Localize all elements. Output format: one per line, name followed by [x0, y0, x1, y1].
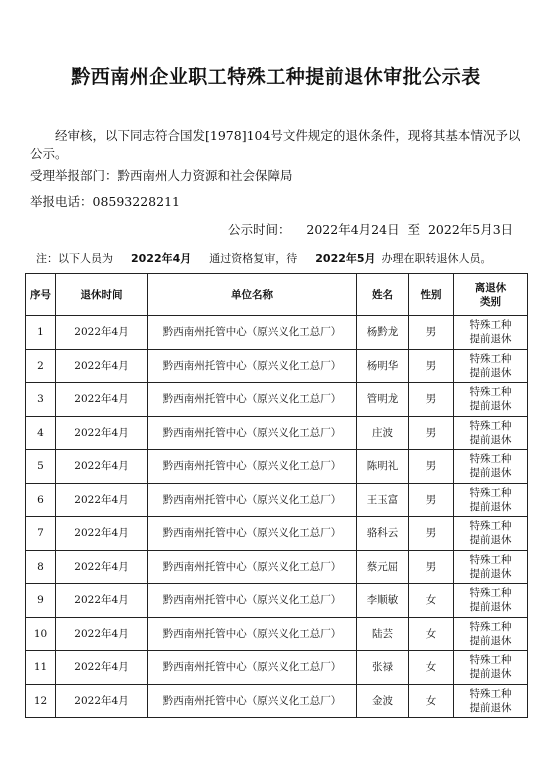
cell-unit: 黔西南州托管中心（原兴义化工总厂）: [148, 684, 357, 718]
note-suffix: 办理在职转退休人员。: [381, 252, 492, 265]
category-line2: 提前退休: [469, 634, 512, 647]
cell-name: 张禄: [357, 651, 409, 685]
category-line2: 提前退休: [469, 668, 512, 681]
cell-no: 2: [26, 349, 56, 383]
cell-gender: 男: [409, 416, 454, 450]
cell-retire-time: 2022年4月: [56, 517, 148, 551]
table-header-row: [26, 274, 528, 316]
cell-unit: 黔西南州托管中心（原兴义化工总厂）: [148, 517, 357, 551]
header-category-line2: 类别: [480, 295, 501, 308]
cell-gender: 男: [409, 450, 454, 484]
category-line2: 提前退休: [469, 701, 512, 714]
cell-retire-time: 2022年4月: [56, 684, 148, 718]
category-line2: 提前退休: [469, 534, 512, 547]
note-prefix: 注：以下人员为: [36, 252, 113, 265]
category-line1: 特殊工种: [469, 319, 512, 332]
category-line2: 提前退休: [469, 333, 512, 346]
cell-category: [454, 651, 528, 685]
cell-gender: 男: [409, 483, 454, 517]
cell-no: 9: [26, 584, 56, 618]
category-line1: 特殊工种: [469, 687, 512, 700]
cell-retire-time: 2022年4月: [56, 617, 148, 651]
table-row: [26, 550, 528, 584]
cell-retire-time: 2022年4月: [56, 483, 148, 517]
cell-gender: 男: [409, 316, 454, 350]
cell-unit: 黔西南州托管中心（原兴义化工总厂）: [148, 383, 357, 417]
cell-no: 5: [26, 450, 56, 484]
cell-gender: 男: [409, 550, 454, 584]
cell-category: [454, 416, 528, 450]
table-row: [26, 517, 528, 551]
table-row: [26, 584, 528, 618]
category-line2: 提前退休: [469, 467, 512, 480]
category-line2: 提前退休: [469, 500, 512, 513]
cell-unit: 黔西南州托管中心（原兴义化工总厂）: [148, 651, 357, 685]
page-title: 黔西南州企业职工特殊工种提前退休审批公示表: [71, 66, 481, 88]
cell-no: 8: [26, 550, 56, 584]
cell-category: [454, 483, 528, 517]
category-line2: 提前退休: [469, 366, 512, 379]
cell-gender: 女: [409, 651, 454, 685]
category-line1: 特殊工种: [469, 386, 512, 399]
cell-category: [454, 450, 528, 484]
cell-gender: 男: [409, 383, 454, 417]
cell-unit: 黔西南州托管中心（原兴义化工总厂）: [148, 349, 357, 383]
cell-gender: 男: [409, 517, 454, 551]
cell-unit: 黔西南州托管中心（原兴义化工总厂）: [148, 416, 357, 450]
category-line1: 特殊工种: [469, 486, 512, 499]
cell-gender: 女: [409, 684, 454, 718]
header-retire-time: 退休时间: [56, 274, 148, 316]
publicity-period: 公示时间： 2022年4月24日 至 2022年5月3日: [228, 222, 514, 237]
cell-category: [454, 316, 528, 350]
cell-unit: 黔西南州托管中心（原兴义化工总厂）: [148, 617, 357, 651]
cell-no: 10: [26, 617, 56, 651]
cell-category: [454, 617, 528, 651]
category-line1: 特殊工种: [469, 520, 512, 533]
category-line1: 特殊工种: [469, 453, 512, 466]
cell-unit: 黔西南州托管中心（原兴义化工总厂）: [148, 450, 357, 484]
cell-no: 12: [26, 684, 56, 718]
note-line: [36, 250, 492, 266]
cell-gender: 女: [409, 584, 454, 618]
cell-category: [454, 684, 528, 718]
cell-category: [454, 584, 528, 618]
cell-name: 金波: [357, 684, 409, 718]
header-name: 姓名: [357, 274, 409, 316]
cell-retire-time: 2022年4月: [56, 584, 148, 618]
category-line1: 特殊工种: [469, 352, 512, 365]
cell-gender: 男: [409, 349, 454, 383]
cell-retire-time: 2022年4月: [56, 550, 148, 584]
report-department: 受理举报部门：黔西南州人力资源和社会保障局: [30, 168, 293, 183]
cell-category: [454, 383, 528, 417]
header-category: [454, 274, 528, 316]
cell-unit: 黔西南州托管中心（原兴义化工总厂）: [148, 483, 357, 517]
cell-no: 6: [26, 483, 56, 517]
table-row: [26, 349, 528, 383]
cell-no: 7: [26, 517, 56, 551]
cell-unit: 黔西南州托管中心（原兴义化工总厂）: [148, 550, 357, 584]
note-middle: 通过资格复审，待: [209, 252, 298, 265]
cell-name: 陈明礼: [357, 450, 409, 484]
category-line2: 提前退休: [469, 433, 512, 446]
cell-retire-time: 2022年4月: [56, 651, 148, 685]
table-row: [26, 316, 528, 350]
cell-name: 骆科云: [357, 517, 409, 551]
cell-name: 蔡元屈: [357, 550, 409, 584]
category-line1: 特殊工种: [469, 587, 512, 600]
cell-no: 3: [26, 383, 56, 417]
cell-category: [454, 550, 528, 584]
note-retire-date: 2022年5月: [315, 252, 376, 265]
header-no: 序号: [26, 274, 56, 316]
cell-no: 4: [26, 416, 56, 450]
category-line1: 特殊工种: [469, 620, 512, 633]
cell-name: 李顺敏: [357, 584, 409, 618]
cell-retire-time: 2022年4月: [56, 349, 148, 383]
table-row: [26, 450, 528, 484]
cell-category: [454, 517, 528, 551]
table-row: [26, 617, 528, 651]
category-line1: 特殊工种: [469, 654, 512, 667]
cell-retire-time: 2022年4月: [56, 450, 148, 484]
table-row: [26, 416, 528, 450]
cell-no: 1: [26, 316, 56, 350]
table-row: [26, 684, 528, 718]
retirement-table: [25, 273, 528, 718]
category-line1: 特殊工种: [469, 419, 512, 432]
category-line2: 提前退休: [469, 400, 512, 413]
cell-retire-time: 2022年4月: [56, 416, 148, 450]
category-line2: 提前退休: [469, 567, 512, 580]
note-review-date: 2022年4月: [131, 252, 192, 265]
cell-name: 管明龙: [357, 383, 409, 417]
category-line1: 特殊工种: [469, 553, 512, 566]
cell-unit: 黔西南州托管中心（原兴义化工总厂）: [148, 584, 357, 618]
cell-name: 杨明华: [357, 349, 409, 383]
header-unit: 单位名称: [148, 274, 357, 316]
cell-name: 陆芸: [357, 617, 409, 651]
table-row: [26, 383, 528, 417]
cell-category: [454, 349, 528, 383]
cell-name: 王玉富: [357, 483, 409, 517]
category-line2: 提前退休: [469, 601, 512, 614]
cell-name: 杨黔龙: [357, 316, 409, 350]
cell-retire-time: 2022年4月: [56, 316, 148, 350]
header-gender: 性别: [409, 274, 454, 316]
cell-name: 庄波: [357, 416, 409, 450]
intro-paragraph: 经审核，以下同志符合国发[1978]104号文件规定的退休条件，现将其基本情况予以公示。: [30, 128, 521, 161]
cell-unit: 黔西南州托管中心（原兴义化工总厂）: [148, 316, 357, 350]
table-row: [26, 483, 528, 517]
cell-gender: 女: [409, 617, 454, 651]
table-row: [26, 651, 528, 685]
header-category-line1: 离退休: [474, 281, 507, 294]
report-phone: 举报电话：08593228211: [30, 194, 180, 209]
cell-retire-time: 2022年4月: [56, 383, 148, 417]
cell-no: 11: [26, 651, 56, 685]
